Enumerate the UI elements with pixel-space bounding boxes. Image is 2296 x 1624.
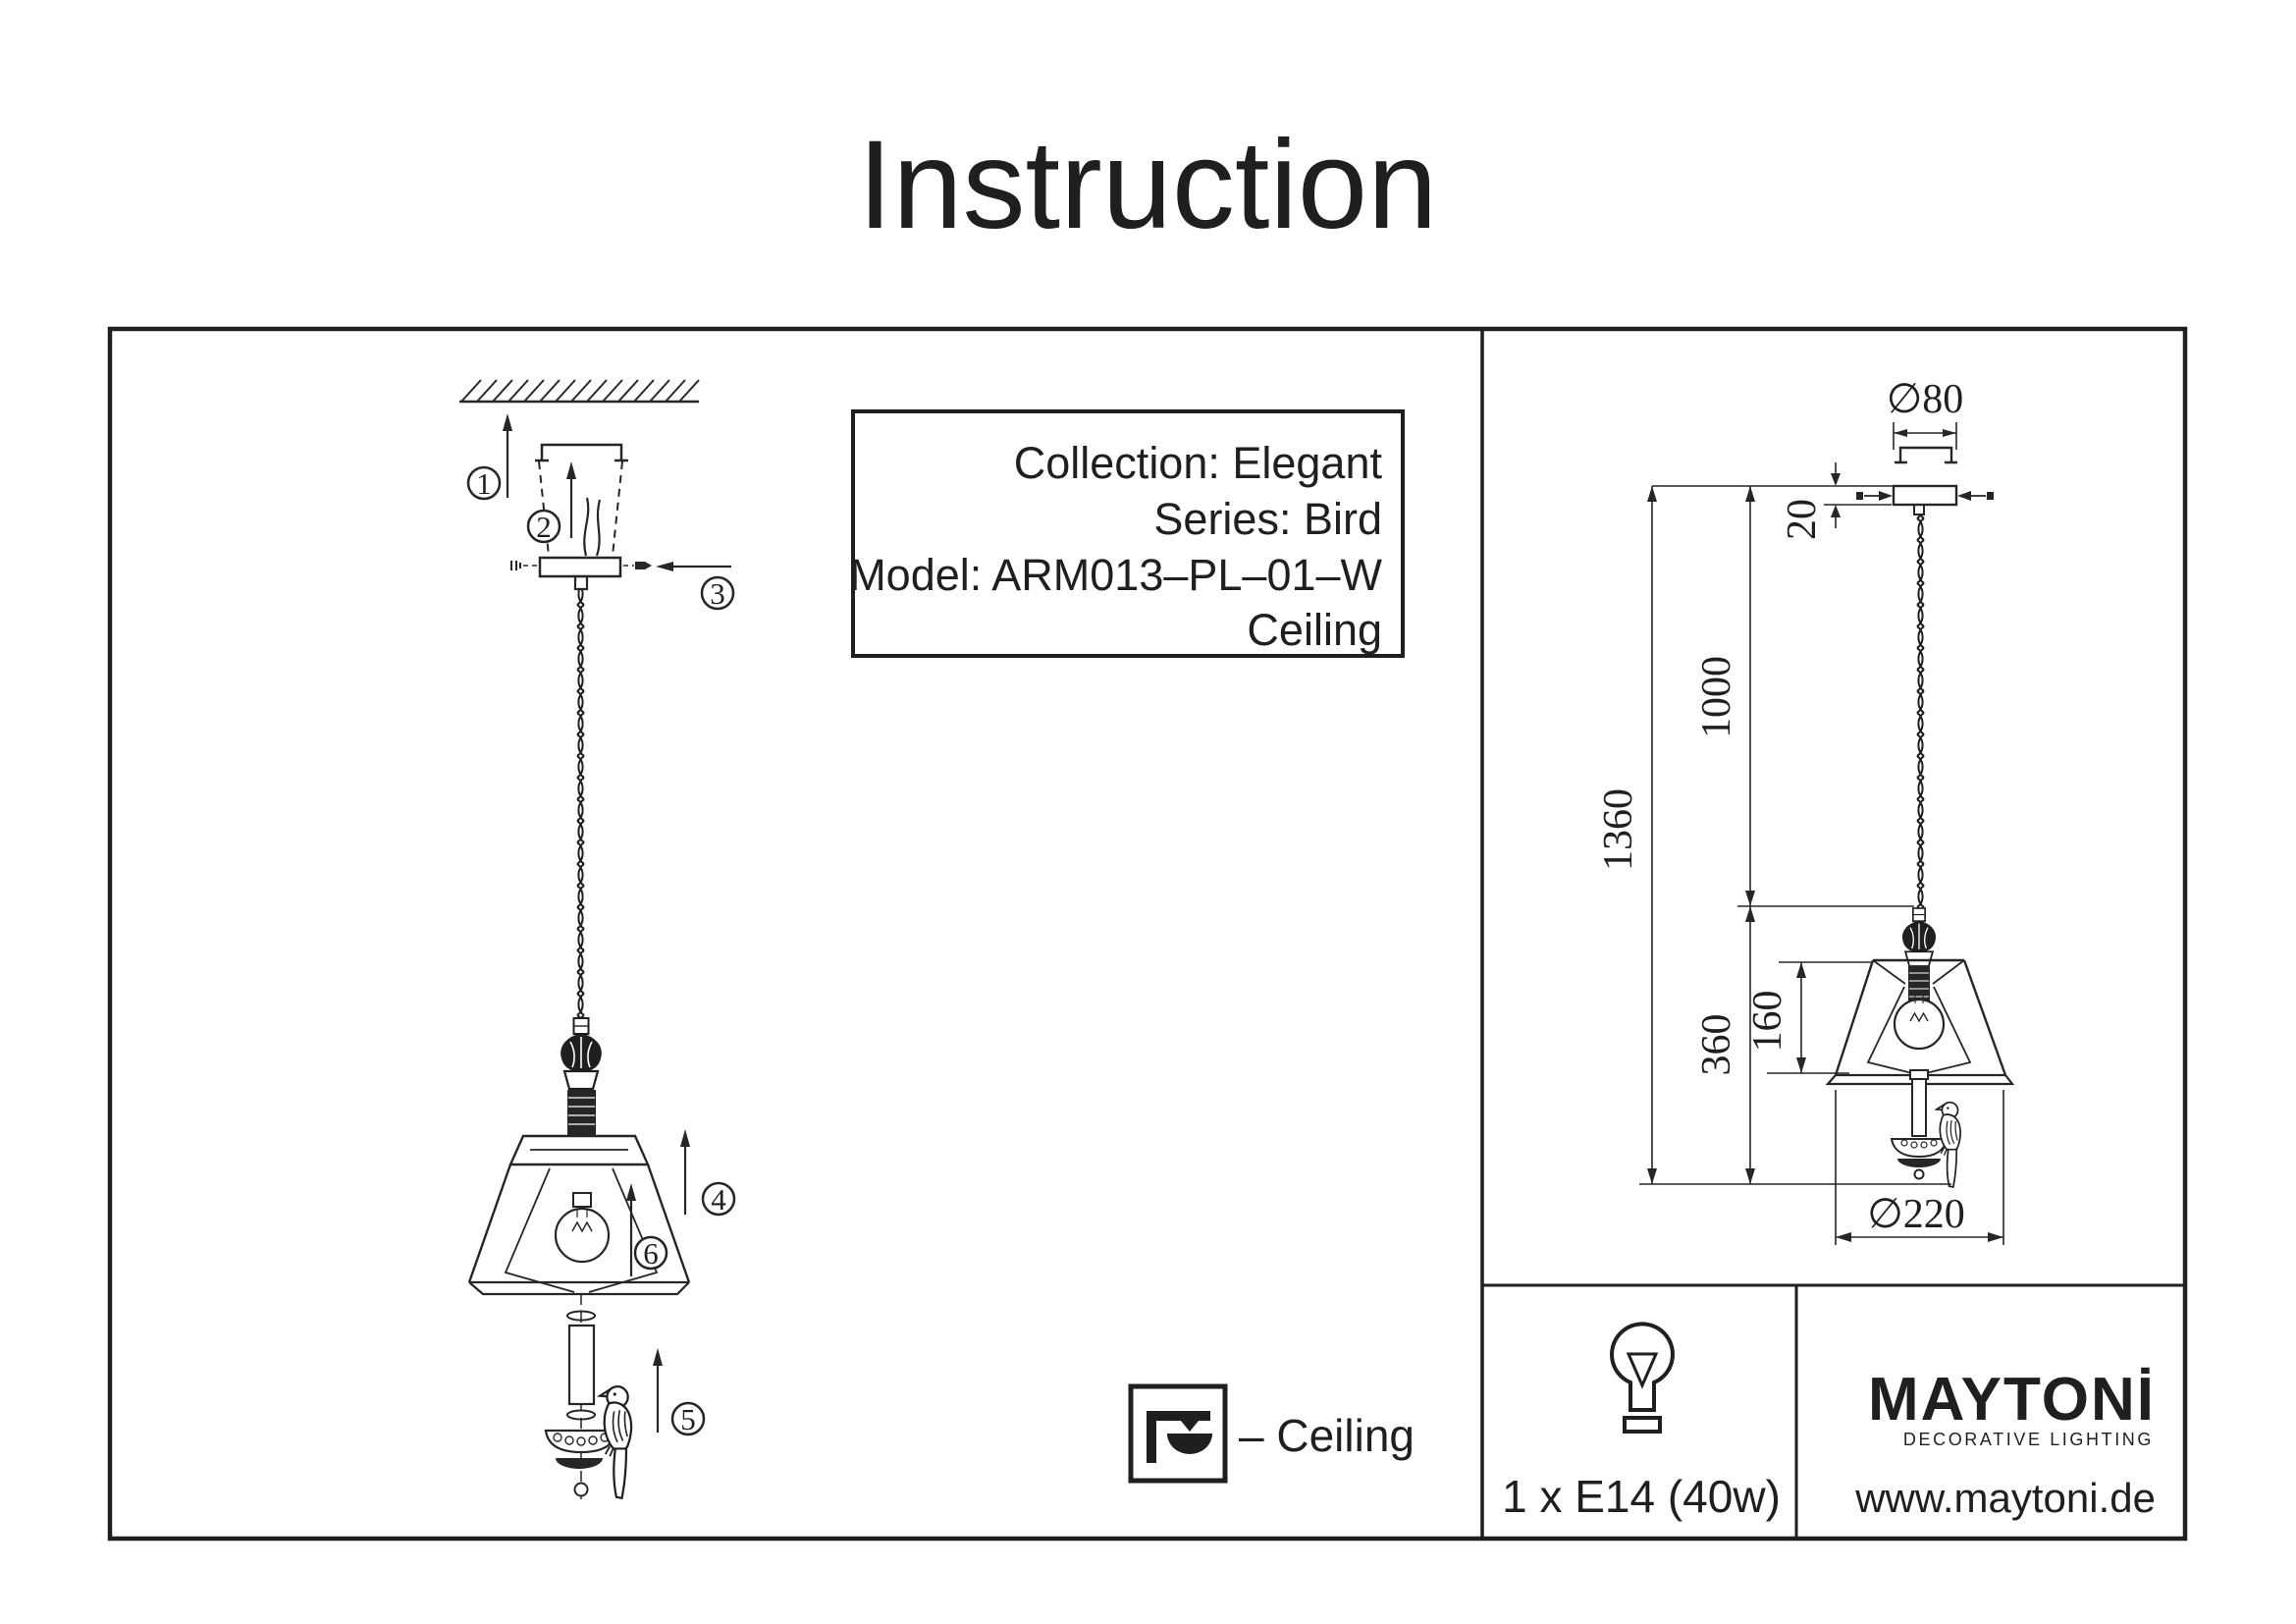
step3-arrowhead (656, 562, 673, 571)
product-info-box (849, 411, 1403, 656)
bulb-spec-label: 1 x E14 (40w) (1502, 1471, 1781, 1522)
dim-total-height: 1360 (1596, 788, 1641, 871)
callout-6: 6 (643, 1236, 659, 1271)
step5-arrowhead (653, 1348, 663, 1366)
candle-sleeve (569, 1326, 594, 1404)
dim-bulb (1895, 994, 1944, 1049)
brand-website: www.maytoni.de (1855, 1475, 2156, 1521)
dim-cord-stub (1914, 505, 1924, 514)
threaded-socket (567, 1090, 596, 1136)
brand-tagline: DECORATIVE LIGHTING (1902, 1430, 2154, 1449)
info-mounting: Ceiling (1247, 605, 1382, 655)
dim-cord (1913, 514, 1926, 908)
dim-candle-assembly (1892, 1070, 1947, 1179)
info-collection: Collection: Elegant (1013, 438, 1382, 488)
callout-3: 3 (710, 576, 725, 611)
brand-cell (1854, 1366, 2156, 1521)
info-series: Series: Bird (1153, 494, 1382, 544)
ceiling-hatch (459, 380, 699, 402)
mount-legend (1131, 1386, 1415, 1481)
dim-canopy-height: 20 (1780, 499, 1825, 540)
ceiling-plate (540, 558, 620, 576)
dimension-drawing (1828, 448, 2012, 1187)
dim-cord-length: 1000 (1694, 656, 1739, 738)
ceiling-mount-icon (1147, 1411, 1212, 1463)
dim-shade-diameter: ∅220 (1867, 1192, 1965, 1237)
mount-legend-label: – Ceiling (1239, 1410, 1415, 1461)
bottom-ball (575, 1484, 588, 1496)
bulb (556, 1193, 609, 1262)
step6-arrowhead (626, 1183, 636, 1201)
callout-1: 1 (476, 466, 492, 501)
bulb-spec-cell (1502, 1324, 1781, 1522)
sheet-frame (110, 329, 2185, 1539)
callout-2: 2 (536, 510, 552, 544)
dim-canopy (1894, 486, 1956, 505)
info-model: Model: ARM013–PL–01–W (849, 550, 1382, 600)
canopy-wires (584, 498, 600, 556)
bottom-bowl (556, 1458, 603, 1469)
callout-5: 5 (680, 1402, 696, 1436)
mounting-bracket (535, 445, 628, 460)
suspension-cord (575, 589, 588, 1018)
canopy-cup (539, 461, 622, 556)
dim-shade-height: 160 (1745, 990, 1790, 1053)
step4-arrowhead (680, 1129, 690, 1147)
callout-4: 4 (711, 1182, 726, 1217)
bulb-icon (1612, 1324, 1673, 1432)
dim-socket (1908, 966, 1930, 1003)
cord-finial (561, 1018, 602, 1089)
page-title: Instruction (857, 115, 1438, 255)
plate-screw-left (511, 561, 538, 570)
dim-bracket (1895, 448, 1957, 462)
dim-fixture-height: 360 (1694, 1013, 1739, 1076)
plate-stub (575, 576, 587, 589)
dim-canopy-diameter: ∅80 (1886, 377, 1964, 422)
dim-finial (1902, 908, 1935, 966)
assembly-diagram (459, 380, 734, 1504)
plate-screw-right (623, 562, 652, 569)
brand-logo: MAYTONİ (1867, 1366, 2156, 1434)
step1-arrowhead (503, 413, 512, 431)
step2-arrowhead (566, 461, 576, 479)
